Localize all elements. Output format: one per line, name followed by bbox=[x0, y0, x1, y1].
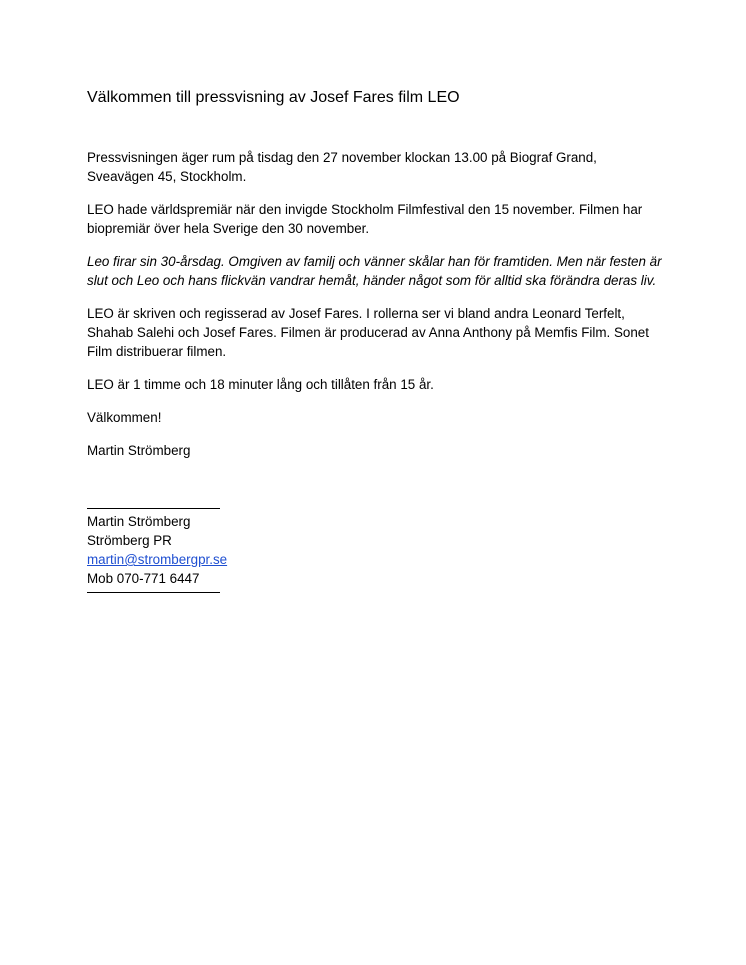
document-title: Välkommen till pressvisning av Josef Fares film LEO bbox=[87, 89, 460, 106]
document-body bbox=[87, 148, 667, 474]
paragraph-premiere: LEO hade världspremiär när den invigde Stockholm Filmfestival den 15 november. Filmen har biopremiär över hela Sverige den 30 november. bbox=[87, 202, 643, 236]
signature-divider-top bbox=[87, 508, 220, 509]
paragraph-synopsis: Leo firar sin 30-årsdag. Omgiven av familj och vänner skålar han för framtiden. Men när festen är slut och Leo och hans flickvän vandrar hemåt, händer något som för alltid ska förändra deras liv. bbox=[87, 254, 662, 288]
paragraph-screening-details: Pressvisningen äger rum på tisdag den 27 november klockan 13.00 på Biograf Grand, Sveavägen 45, Stockholm. bbox=[87, 150, 597, 184]
paragraph-welcome: Välkommen! bbox=[87, 410, 162, 425]
signature-divider-bottom bbox=[87, 592, 220, 593]
paragraph-runtime: LEO är 1 timme och 18 minuter lång och tillåten från 15 år. bbox=[87, 377, 434, 392]
signature-name: Martin Strömberg bbox=[87, 514, 191, 529]
signature-phone: Mob 070-771 6447 bbox=[87, 571, 200, 586]
signature-block bbox=[87, 508, 227, 593]
signature-email-link[interactable]: martin@strombergpr.se bbox=[87, 552, 228, 567]
signature-company: Strömberg PR bbox=[87, 533, 172, 548]
paragraph-sender: Martin Strömberg bbox=[87, 443, 191, 458]
paragraph-credits: LEO är skriven och regisserad av Josef Fares. I rollerna ser vi bland andra Leonard Terfelt, Shahab Salehi och Josef Fares. Filmen är producerad av Anna Anthony på Memfis Film. Sonet Film distribuerar filmen. bbox=[87, 306, 649, 359]
